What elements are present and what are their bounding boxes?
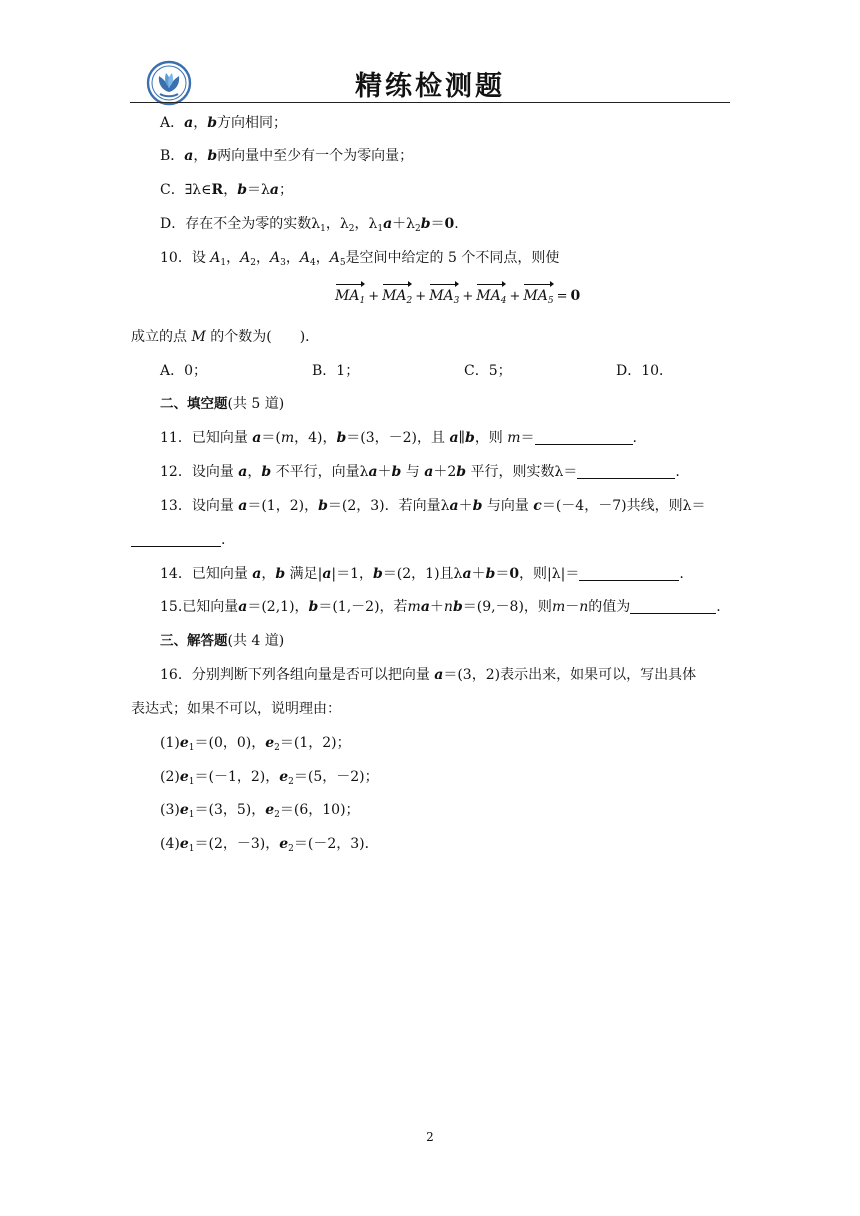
q12-answer-blank xyxy=(577,464,675,479)
q16-stem-line2: 表达式；如果不可以，说明理由： xyxy=(131,701,341,717)
q9-option-c: C．∃λ∈R，b＝λa； xyxy=(160,182,293,198)
vector-ma3: $MA_3$ xyxy=(429,282,459,306)
section-answer-title: 三、解答题(共 4 道) xyxy=(160,633,285,649)
page-number: 2 xyxy=(426,1130,434,1144)
q16-part-1: $(1)e_1=(0$，0)，$e_2=(1$，2)； xyxy=(160,735,351,753)
q15: 15.已知向量a＝(2,1)，b＝(1,－2)，若ma＋nb＝(9,－8)，则m－n的值为 . xyxy=(160,599,721,615)
q13-answer-blank xyxy=(131,532,221,547)
q11-answer-blank xyxy=(535,430,633,445)
header-title: 精练检测题 xyxy=(355,71,505,102)
q9-option-d: D．存在不全为零的实数$\lambda_1$，$\lambda_2$，$\lambda_1a+\lambda_2b=0$. xyxy=(160,216,459,234)
page-header xyxy=(130,56,730,104)
section-fill-in-title: 二、填空题(共 5 道) xyxy=(160,396,285,412)
q13-answer-line: . xyxy=(131,530,225,550)
q10-stem: 10．设 $A_1$，$A_2$，$A_3$，$A_4$，$A_5$是空间中给定的 5 个不同点，则使 xyxy=(160,250,560,268)
q13: 13．设向量 a＝(1，2)，b＝(2，3)．若向量λa＋b 与向量 c＝(－4，－7)共线，则λ＝ xyxy=(160,498,706,514)
vector-ma2: $MA_2$ xyxy=(382,282,412,306)
q16-part-2: $(2)e_1=(-1$，2)，$e_2=(5$，－2)； xyxy=(160,769,379,787)
q16-part-3: $(3)e_1=(3$，5)，$e_2=(6$，10)； xyxy=(160,802,360,820)
q10-vector-sum-formula: $MA_1 + MA_2 + MA_3 + MA_4 + MA_5 = 0$ xyxy=(335,282,580,312)
q16-part-4: $(4)e_1=(2$，－3)，$e_2=(-2$，3)． xyxy=(160,836,379,854)
q15-answer-blank xyxy=(630,599,716,614)
vector-ma5: $MA_5$ xyxy=(523,282,553,306)
q10-option-b: B．1； xyxy=(312,363,360,379)
q10-option-a: A．0； xyxy=(160,363,208,379)
q10-question: 成立的点 M 的个数为( )． xyxy=(131,329,320,345)
vector-ma4: $MA_4$ xyxy=(476,282,506,306)
q9-option-b: B．a，b两向量中至少有一个为零向量； xyxy=(160,148,414,164)
q14-answer-blank xyxy=(579,566,679,581)
q10-option-c: C．5； xyxy=(464,363,512,379)
q11: 11．已知向量 a＝(m，4)，b＝(3，－2)，且 a∥b，则 m＝ . xyxy=(160,430,637,446)
q16-stem: 16．分别判断下列各组向量是否可以把向量 a＝(3，2)表示出来，如果可以，写出具体 xyxy=(160,667,697,683)
q14: 14．已知向量 a，b 满足|a|＝1，b＝(2，1)且λa＋b＝0，则|λ|＝ . xyxy=(160,566,684,582)
vector-ma1: $MA_1$ xyxy=(335,282,365,306)
q10-option-d: D．10． xyxy=(616,363,674,379)
header-divider xyxy=(130,102,730,103)
q9-option-a: A．a，b方向相同； xyxy=(160,115,287,131)
q12: 12．设向量 a，b 不平行，向量λa＋b 与 a＋2b 平行，则实数λ＝ . xyxy=(160,464,680,480)
